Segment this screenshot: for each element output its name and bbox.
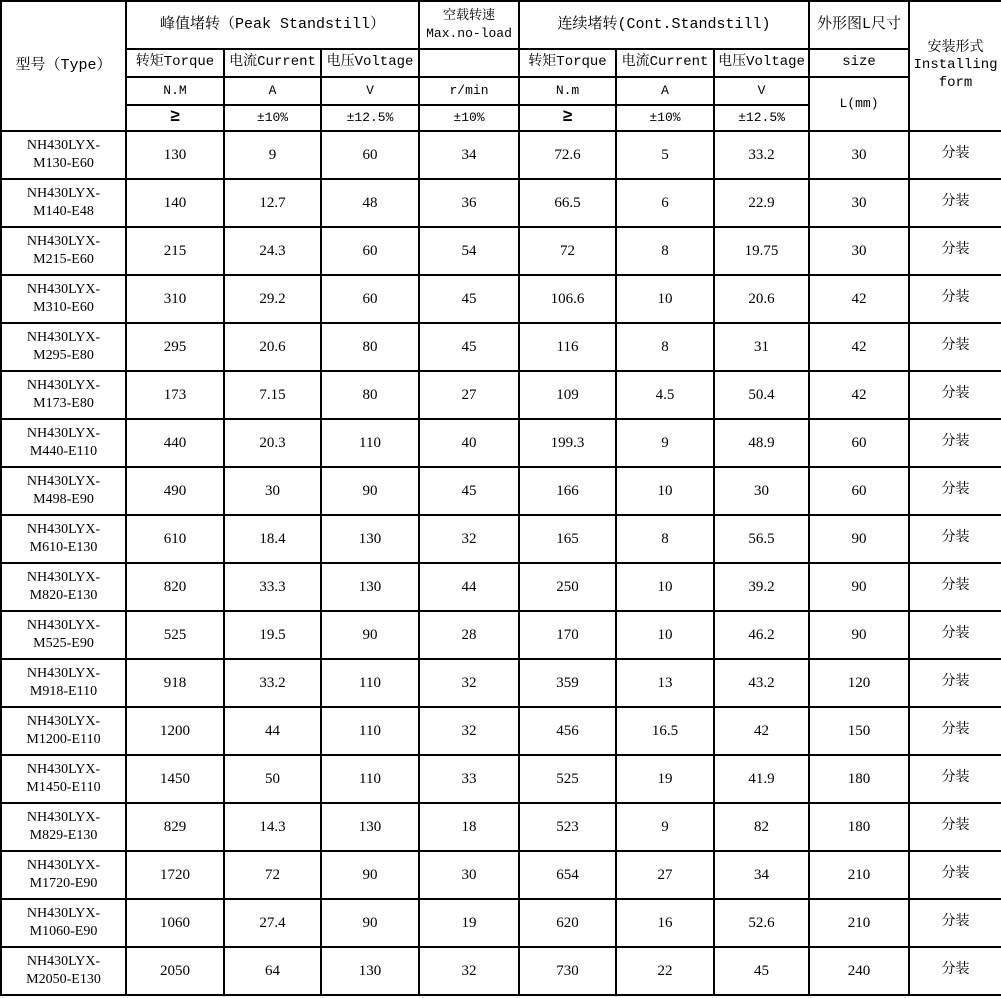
cell-size: 60 — [809, 467, 909, 515]
tolerance-cont-torque: ≥ — [519, 105, 616, 131]
cell-no-load-speed: 30 — [419, 851, 519, 899]
table-row — [1, 707, 1001, 755]
table-row — [1, 179, 1001, 227]
cell-cont-voltage: 82 — [714, 803, 809, 851]
cell-peak-voltage: 48 — [321, 179, 419, 227]
cell-peak-current: 44 — [224, 707, 321, 755]
table-row — [1, 899, 1001, 947]
cell-cont-voltage: 31 — [714, 323, 809, 371]
cell-no-load-speed: 45 — [419, 275, 519, 323]
cell-cont-current: 8 — [616, 515, 714, 563]
table-row — [1, 227, 1001, 275]
cell-no-load-speed: 32 — [419, 659, 519, 707]
cell-cont-voltage: 41.9 — [714, 755, 809, 803]
cell-peak-current: 19.5 — [224, 611, 321, 659]
cell-size: 42 — [809, 275, 909, 323]
cell-cont-voltage: 48.9 — [714, 419, 809, 467]
cell-cont-voltage: 45 — [714, 947, 809, 995]
unit-cont-current: A — [616, 77, 714, 105]
cell-peak-torque: 1720 — [126, 851, 224, 899]
cell-cont-torque: 116 — [519, 323, 616, 371]
unit-peak-voltage: V — [321, 77, 419, 105]
cell-no-load-speed: 54 — [419, 227, 519, 275]
cell-cont-current: 10 — [616, 275, 714, 323]
header-install-line3: form — [938, 74, 973, 91]
tolerance-cont-current: ±10% — [616, 105, 714, 131]
cell-no-load-speed: 40 — [419, 419, 519, 467]
header-peak-standstill-group: 峰值堵转（Peak Standstill） — [126, 1, 419, 49]
cell-peak-torque: 215 — [126, 227, 224, 275]
cell-no-load-speed: 44 — [419, 563, 519, 611]
table-row — [1, 803, 1001, 851]
cell-cont-voltage: 22.9 — [714, 179, 809, 227]
cell-cont-voltage: 56.5 — [714, 515, 809, 563]
cell-peak-voltage: 90 — [321, 611, 419, 659]
table-row — [1, 131, 1001, 179]
cell-install-form: 分装 — [909, 131, 1001, 179]
cell-cont-current: 9 — [616, 803, 714, 851]
header-row-labels — [1, 49, 1001, 77]
cell-cont-current: 16 — [616, 899, 714, 947]
cell-model: NH430LYX- M140-E48 — [1, 179, 126, 227]
cell-no-load-speed: 34 — [419, 131, 519, 179]
cell-cont-current: 5 — [616, 131, 714, 179]
cell-peak-voltage: 60 — [321, 227, 419, 275]
cell-peak-current: 33.2 — [224, 659, 321, 707]
cell-cont-voltage: 19.75 — [714, 227, 809, 275]
cell-cont-torque: 170 — [519, 611, 616, 659]
cell-peak-torque: 130 — [126, 131, 224, 179]
unit-peak-torque: N.M — [126, 77, 224, 105]
cell-install-form: 分装 — [909, 323, 1001, 371]
cell-install-form: 分装 — [909, 803, 1001, 851]
cell-cont-voltage: 34 — [714, 851, 809, 899]
cell-size: 30 — [809, 179, 909, 227]
cell-model: NH430LYX- M1060-E90 — [1, 899, 126, 947]
cell-peak-torque: 1060 — [126, 899, 224, 947]
cell-peak-current: 18.4 — [224, 515, 321, 563]
cell-peak-torque: 440 — [126, 419, 224, 467]
cell-peak-voltage: 60 — [321, 275, 419, 323]
cell-peak-current: 20.3 — [224, 419, 321, 467]
table-row — [1, 851, 1001, 899]
tolerance-peak-voltage: ±12.5% — [321, 105, 419, 131]
cell-install-form: 分装 — [909, 419, 1001, 467]
cell-model: NH430LYX- M610-E130 — [1, 515, 126, 563]
cell-install-form: 分装 — [909, 179, 1001, 227]
cell-cont-torque: 250 — [519, 563, 616, 611]
cell-cont-current: 8 — [616, 227, 714, 275]
table-header — [1, 1, 1001, 131]
header-no-load-line2: Max.no-load — [426, 26, 512, 41]
unit-peak-current: A — [224, 77, 321, 105]
cell-cont-voltage: 30 — [714, 467, 809, 515]
cell-cont-torque: 166 — [519, 467, 616, 515]
unit-size: L(mm) — [809, 77, 909, 131]
header-type: 型号（Type） — [1, 1, 126, 131]
cell-install-form: 分装 — [909, 371, 1001, 419]
cell-peak-torque: 295 — [126, 323, 224, 371]
cell-peak-voltage: 90 — [321, 899, 419, 947]
cell-no-load-speed: 28 — [419, 611, 519, 659]
cell-cont-current: 19 — [616, 755, 714, 803]
cell-model: NH430LYX- M1450-E110 — [1, 755, 126, 803]
cell-cont-voltage: 43.2 — [714, 659, 809, 707]
cell-no-load-speed: 32 — [419, 947, 519, 995]
cell-cont-torque: 72 — [519, 227, 616, 275]
cell-no-load-speed: 36 — [419, 179, 519, 227]
cell-size: 30 — [809, 227, 909, 275]
header-cont-standstill-group: 连续堵转(Cont.Standstill) — [519, 1, 809, 49]
cell-no-load-speed: 32 — [419, 707, 519, 755]
cell-model: NH430LYX- M440-E110 — [1, 419, 126, 467]
header-no-load-line1: 空载转速 — [443, 8, 496, 24]
cell-peak-voltage: 80 — [321, 323, 419, 371]
cell-peak-torque: 820 — [126, 563, 224, 611]
cell-model: NH430LYX- M173-E80 — [1, 371, 126, 419]
cell-cont-torque: 165 — [519, 515, 616, 563]
cell-cont-torque: 72.6 — [519, 131, 616, 179]
cell-no-load-speed: 18 — [419, 803, 519, 851]
cell-install-form: 分装 — [909, 563, 1001, 611]
cell-size: 30 — [809, 131, 909, 179]
cell-cont-voltage: 46.2 — [714, 611, 809, 659]
cell-cont-current: 10 — [616, 467, 714, 515]
cell-no-load-speed: 27 — [419, 371, 519, 419]
cell-cont-current: 9 — [616, 419, 714, 467]
header-install-line2: Installing — [913, 57, 998, 74]
cell-size: 60 — [809, 419, 909, 467]
cell-peak-torque: 490 — [126, 467, 224, 515]
cell-cont-torque: 66.5 — [519, 179, 616, 227]
cell-cont-voltage: 33.2 — [714, 131, 809, 179]
cell-peak-torque: 525 — [126, 611, 224, 659]
cell-peak-torque: 918 — [126, 659, 224, 707]
table-row — [1, 323, 1001, 371]
cell-peak-torque: 1200 — [126, 707, 224, 755]
cell-peak-current: 50 — [224, 755, 321, 803]
cell-cont-voltage: 42 — [714, 707, 809, 755]
cell-cont-current: 10 — [616, 563, 714, 611]
cell-cont-torque: 456 — [519, 707, 616, 755]
header-no-load-empty — [419, 49, 519, 77]
cell-peak-current: 24.3 — [224, 227, 321, 275]
table-row — [1, 659, 1001, 707]
cell-peak-torque: 140 — [126, 179, 224, 227]
cell-model: NH430LYX- M295-E80 — [1, 323, 126, 371]
cell-cont-torque: 109 — [519, 371, 616, 419]
header-cont-torque: 转矩Torque — [519, 49, 616, 77]
cell-peak-current: 72 — [224, 851, 321, 899]
cell-cont-current: 22 — [616, 947, 714, 995]
cell-install-form: 分装 — [909, 275, 1001, 323]
tolerance-cont-voltage: ±12.5% — [714, 105, 809, 131]
cell-install-form: 分装 — [909, 515, 1001, 563]
cell-size: 240 — [809, 947, 909, 995]
cell-peak-voltage: 110 — [321, 419, 419, 467]
cell-peak-voltage: 90 — [321, 851, 419, 899]
cell-peak-current: 12.7 — [224, 179, 321, 227]
header-peak-torque: 转矩Torque — [126, 49, 224, 77]
cell-model: NH430LYX- M820-E130 — [1, 563, 126, 611]
cell-model: NH430LYX- M1720-E90 — [1, 851, 126, 899]
cell-no-load-speed: 45 — [419, 467, 519, 515]
cell-size: 90 — [809, 515, 909, 563]
cell-peak-torque: 829 — [126, 803, 224, 851]
tolerance-peak-torque: ≥ — [126, 105, 224, 131]
cell-peak-torque: 610 — [126, 515, 224, 563]
table-row — [1, 563, 1001, 611]
cell-cont-torque: 654 — [519, 851, 616, 899]
cell-peak-voltage: 110 — [321, 659, 419, 707]
cell-cont-current: 8 — [616, 323, 714, 371]
cell-peak-current: 20.6 — [224, 323, 321, 371]
cell-peak-voltage: 90 — [321, 467, 419, 515]
cell-cont-torque: 730 — [519, 947, 616, 995]
unit-cont-torque: N.m — [519, 77, 616, 105]
unit-no-load: r/min — [419, 77, 519, 105]
cell-install-form: 分装 — [909, 467, 1001, 515]
cell-peak-torque: 2050 — [126, 947, 224, 995]
cell-peak-current: 30 — [224, 467, 321, 515]
cell-model: NH430LYX- M130-E60 — [1, 131, 126, 179]
cell-peak-current: 27.4 — [224, 899, 321, 947]
cell-cont-current: 16.5 — [616, 707, 714, 755]
cell-cont-torque: 620 — [519, 899, 616, 947]
cell-cont-torque: 106.6 — [519, 275, 616, 323]
cell-size: 42 — [809, 323, 909, 371]
cell-no-load-speed: 33 — [419, 755, 519, 803]
table-row — [1, 611, 1001, 659]
header-cont-voltage: 电压Voltage — [714, 49, 809, 77]
cell-peak-torque: 1450 — [126, 755, 224, 803]
table-row — [1, 371, 1001, 419]
cell-size: 42 — [809, 371, 909, 419]
cell-peak-current: 7.15 — [224, 371, 321, 419]
cell-peak-torque: 310 — [126, 275, 224, 323]
cell-cont-current: 13 — [616, 659, 714, 707]
unit-cont-voltage: V — [714, 77, 809, 105]
table-row — [1, 467, 1001, 515]
table-body — [1, 131, 1001, 995]
cell-peak-current: 64 — [224, 947, 321, 995]
header-peak-current: 电流Current — [224, 49, 321, 77]
header-cont-current: 电流Current — [616, 49, 714, 77]
cell-peak-torque: 173 — [126, 371, 224, 419]
cell-size: 90 — [809, 611, 909, 659]
cell-install-form: 分装 — [909, 659, 1001, 707]
table-row — [1, 515, 1001, 563]
cell-model: NH430LYX- M1200-E110 — [1, 707, 126, 755]
cell-model: NH430LYX- M918-E110 — [1, 659, 126, 707]
table-row — [1, 275, 1001, 323]
cell-size: 210 — [809, 899, 909, 947]
cell-size: 150 — [809, 707, 909, 755]
table-row — [1, 419, 1001, 467]
cell-install-form: 分装 — [909, 899, 1001, 947]
cell-model: NH430LYX- M310-E60 — [1, 275, 126, 323]
cell-cont-voltage: 39.2 — [714, 563, 809, 611]
cell-size: 210 — [809, 851, 909, 899]
cell-size: 180 — [809, 803, 909, 851]
cell-model: NH430LYX- M829-E130 — [1, 803, 126, 851]
header-row-groups — [1, 1, 1001, 49]
cell-cont-voltage: 52.6 — [714, 899, 809, 947]
cell-peak-voltage: 80 — [321, 371, 419, 419]
cell-size: 90 — [809, 563, 909, 611]
table-row — [1, 755, 1001, 803]
cell-peak-voltage: 130 — [321, 563, 419, 611]
cell-no-load-speed: 19 — [419, 899, 519, 947]
cell-cont-current: 4.5 — [616, 371, 714, 419]
cell-cont-current: 10 — [616, 611, 714, 659]
header-no-load-group — [419, 1, 519, 49]
cell-peak-current: 33.3 — [224, 563, 321, 611]
tolerance-no-load: ±10% — [419, 105, 519, 131]
cell-peak-voltage: 130 — [321, 515, 419, 563]
cell-model: NH430LYX- M2050-E130 — [1, 947, 126, 995]
cell-install-form: 分装 — [909, 227, 1001, 275]
header-row-units — [1, 77, 1001, 105]
cell-size: 120 — [809, 659, 909, 707]
cell-peak-voltage: 110 — [321, 755, 419, 803]
tolerance-peak-current: ±10% — [224, 105, 321, 131]
cell-install-form: 分装 — [909, 851, 1001, 899]
cell-cont-torque: 359 — [519, 659, 616, 707]
cell-cont-torque: 523 — [519, 803, 616, 851]
cell-peak-voltage: 60 — [321, 131, 419, 179]
cell-cont-voltage: 50.4 — [714, 371, 809, 419]
cell-peak-voltage: 130 — [321, 803, 419, 851]
header-install-line1: 安装形式 — [927, 39, 984, 56]
cell-size: 180 — [809, 755, 909, 803]
header-install-group — [909, 1, 1001, 131]
cell-install-form: 分装 — [909, 707, 1001, 755]
cell-cont-voltage: 20.6 — [714, 275, 809, 323]
cell-cont-current: 6 — [616, 179, 714, 227]
cell-model: NH430LYX- M498-E90 — [1, 467, 126, 515]
cell-install-form: 分装 — [909, 755, 1001, 803]
table-row — [1, 947, 1001, 995]
cell-install-form: 分装 — [909, 611, 1001, 659]
cell-model: NH430LYX- M215-E60 — [1, 227, 126, 275]
header-size-group: 外形图L尺寸 — [809, 1, 909, 49]
cell-peak-voltage: 130 — [321, 947, 419, 995]
header-size-label: size — [809, 49, 909, 77]
cell-cont-current: 27 — [616, 851, 714, 899]
cell-peak-voltage: 110 — [321, 707, 419, 755]
header-peak-voltage: 电压Voltage — [321, 49, 419, 77]
cell-no-load-speed: 45 — [419, 323, 519, 371]
cell-peak-current: 9 — [224, 131, 321, 179]
cell-no-load-speed: 32 — [419, 515, 519, 563]
cell-peak-current: 29.2 — [224, 275, 321, 323]
cell-model: NH430LYX- M525-E90 — [1, 611, 126, 659]
cell-cont-torque: 525 — [519, 755, 616, 803]
cell-peak-current: 14.3 — [224, 803, 321, 851]
cell-install-form: 分装 — [909, 947, 1001, 995]
cell-cont-torque: 199.3 — [519, 419, 616, 467]
